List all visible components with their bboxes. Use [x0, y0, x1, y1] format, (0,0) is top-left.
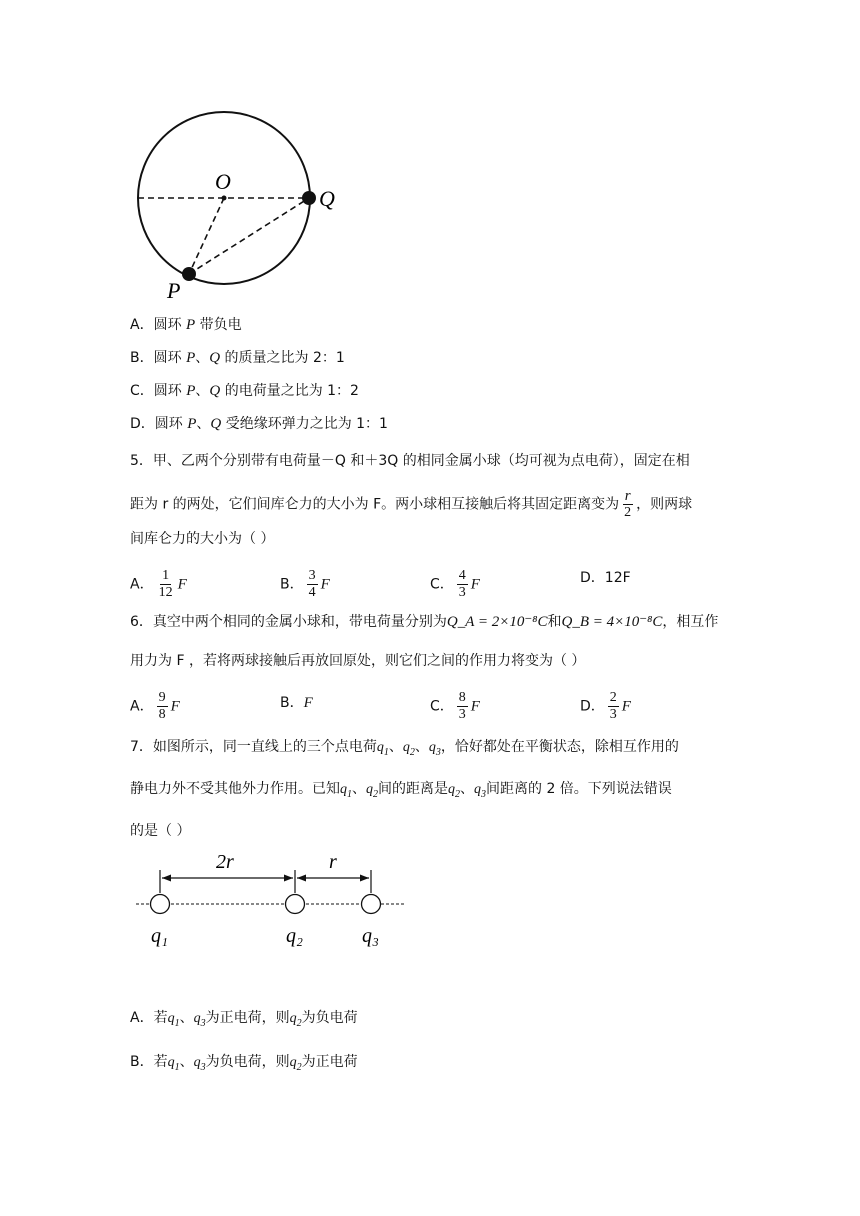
q7-stem-line2: 静电力外不受其他外力作用。已知$q_1$、$q_2$间的距离是$q_2$、$q_3$间距离的 2 倍。下列说法错误: [130, 781, 672, 800]
q4-option-b: B．圆环 P、Q 的质量之比为 2：1: [130, 350, 345, 366]
label-Q: Q: [319, 186, 335, 211]
q5-stem-line2: 距为 r 的两处，它们间库仑力的大小为 F。两小球相互接触后将其固定距离变为 $\frac{r}{2}$ ，则两球: [130, 488, 693, 520]
q7-option-b: B．若$q_1$、$q_3$为负电荷，则$q_2$为正电荷: [130, 1054, 358, 1073]
q4-option-d: D．圆环 P、Q 受绝缘环弹力之比为 1：1: [130, 416, 388, 432]
q5-option-d: D．12F: [580, 570, 631, 586]
q7-stem-line1: 7．如图所示，同一直线上的三个点电荷$q_1$、$q_2$、$q_3$，恰好都处在平衡状态，除相互作用的: [130, 739, 679, 758]
q4-option-c: C．圆环 P、Q 的电荷量之比为 1：2: [130, 383, 359, 399]
charge-q2: [286, 895, 305, 914]
label-P: P: [167, 278, 181, 303]
q6-option-d: D． $\frac{2}{3}$ F: [580, 690, 631, 722]
label-q3: q₃: [362, 925, 379, 947]
charges-line-figure: [130, 848, 415, 948]
q5-option-a: A． $\frac{1}{12}$ F: [130, 568, 187, 600]
label-2r: 2r: [216, 851, 234, 873]
q4-option-a: A．圆环 P 带负电: [130, 317, 242, 333]
q5-option-b: B． $\frac{3}{4}$ F: [280, 568, 330, 600]
q5-option-c: C． $\frac{4}{3}$ F: [430, 568, 480, 600]
q6-stem-line2: 用力为 F ，若将两球接触后再放回原处，则它们之间的作用力将变为（ ）: [130, 653, 586, 669]
q7-option-a: A．若$q_1$、$q_3$为正电荷，则$q_2$为负电荷: [130, 1010, 358, 1029]
q5-stem-line1: 5．甲、乙两个分别带有电荷量－Q 和＋3Q 的相同金属小球（均可视为点电荷），固定在相: [130, 453, 690, 469]
label-O: O: [215, 169, 231, 194]
label-q1: q₁: [151, 925, 168, 947]
q7-stem-line3: 的是（ ）: [130, 823, 191, 839]
q5-stem-line3: 间库仑力的大小为（ ）: [130, 531, 275, 547]
q6-stem-line1: 6．真空中两个相同的金属小球和，带电荷量分别为Q_A = 2×10⁻⁸C和Q_B = 4×10⁻⁸C，相互作: [130, 614, 719, 630]
label-q2: q₂: [286, 925, 303, 947]
charge-q3: [362, 895, 381, 914]
ring-Q-dot: [302, 191, 316, 205]
center-O-dot: [222, 196, 227, 201]
q6-option-c: C． $\frac{8}{3}$ F: [430, 690, 480, 722]
q6-option-b: B．F: [280, 695, 313, 711]
charge-q1: [151, 895, 170, 914]
q5-fraction-r-over-2: $\frac{r}{2}$: [624, 488, 632, 520]
ring-figure: [125, 100, 355, 305]
q6-option-a: A． $\frac{9}{8}$ F: [130, 690, 180, 722]
label-r: r: [329, 851, 337, 873]
ring-P-dot: [182, 267, 196, 281]
